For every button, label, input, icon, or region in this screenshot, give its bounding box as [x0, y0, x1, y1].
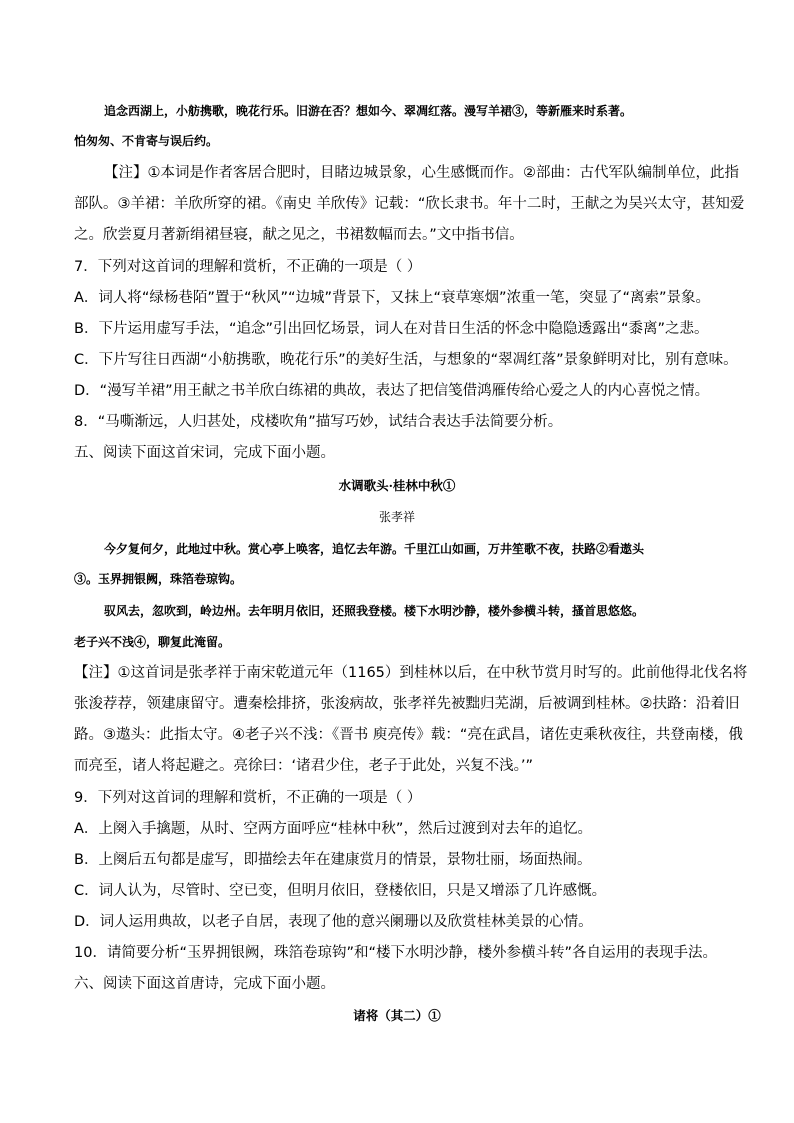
poem2-line: 老子兴不浅④，聊复此淹留。: [74, 635, 231, 649]
choice-c: C．下片写往日西湖“小舫携歌，晚花行乐”的美好生活，与想象的“翠凋红落”景象鲜明对比，别有意味。: [74, 352, 738, 368]
poem-author: 张孝祥: [378, 510, 415, 524]
note-paragraph: 之。欣尝夏月著新绢裙昼寝，献之见之，书裙数幅而去。”文中指书信。: [74, 227, 524, 243]
note-paragraph: 张浚荐荐，领建康留守。遭秦桧排挤，张浚病故，张孝祥先被黜归芜湖，后被调到桂林。②扶路：沿着旧: [74, 696, 740, 712]
choice-b: B．下片运用虚写手法，“追念”引出回忆场景，词人在对昔日生活的怀念中隐隐透露出“黍离”之悲。: [74, 321, 709, 337]
choice-a: A．上阕入手擒题，从时、空两方面呼应“桂林中秋”，然后过渡到对去年的追忆。: [74, 821, 592, 837]
poem-title: 水调歌头·桂林中秋①: [338, 478, 456, 493]
choice-d: D．词人运用典故，以老子自居，表现了他的意兴阑珊以及欣赏桂林美景的心情。: [74, 914, 593, 930]
note-paragraph: 路。③遨头：此指太守。④老子兴不浅：《晋书 庾亮传》载：“亮在武昌，诸佐吏乘秋夜往，共登南楼，俄: [74, 727, 743, 743]
section-heading: 五、阅读下面这首宋词，完成下面小题。: [74, 445, 335, 461]
question-stem: 10．请简要分析“玉界拥银阙，珠箔卷琼钩”和“楼下水明沙静，楼外参横斗转”各自运用的表现手法。: [74, 945, 717, 961]
note-paragraph: 部队。③羊裙：羊欣所穿的裙。《南史 羊欣传》记载：“欣长隶书。年十二时，王献之为吴兴太守，甚知爱: [74, 196, 745, 212]
choice-d: D．“漫写羊裙”用王献之书羊欣白练裙的典故，表达了把信笺借鸿雁传给心爱之人的内心喜悦之情。: [74, 383, 710, 399]
note-paragraph: 【注】①本词是作者客居合肥时，目睹边城景象，心生感慨而作。②部曲：古代军队编制单位，此指: [104, 165, 739, 181]
note-paragraph: 而亮至，诸人将起避之。亮徐曰：‘诸君少住，老子于此处，兴复不浅。’”: [74, 758, 533, 774]
poem2-line: ③。玉界拥银阙，珠箔卷琼钩。: [74, 572, 243, 586]
poem-title: 诸将（其二）①: [353, 1008, 441, 1023]
choice-c: C．词人认为，尽管时、空已变，但明月依旧，登楼依旧，只是又增添了几许感慨。: [74, 883, 607, 899]
poem2-line: 今夕复何夕，此地过中秋。赏心亭上唤客，追忆去年游。千里江山如画，万井笙歌不夜，扶路②看遨头: [104, 542, 645, 556]
poem1-line: 怕匆匆、不肯寄与误后约。: [74, 134, 219, 148]
note-paragraph: 【注】①这首词是张孝祥于南宋乾道元年（1165）到桂林以后，在中秋节赏月时写的。此前他得北伐名将: [74, 665, 748, 681]
poem1-line: 追念西湖上，小舫携歌，晚花行乐。旧游在否？想如今、翠凋红落。漫写羊裙③，等新雁来时系著。: [104, 104, 633, 118]
choice-b: B．上阕后五句都是虚写，即描绘去年在建康赏月的情景，景物壮丽，场面热闹。: [74, 852, 592, 868]
choice-a: A．词人将“绿杨巷陌”置于“秋风”“边城”背景下，又抹上“衰草寒烟”浓重一笔，突显了“离索”景象。: [74, 290, 711, 306]
section-heading: 六、阅读下面这首唐诗，完成下面小题。: [74, 976, 335, 992]
poem2-line: 驭风去，忽吹到，岭边州。去年明月依旧，还照我登楼。楼下水明沙静，楼外参横斗转，搔首思悠悠。: [104, 604, 645, 618]
question-stem: 9．下列对这首词的理解和赏析，不正确的一项是（ ）: [74, 790, 422, 806]
question-stem: 7．下列对这首词的理解和赏析，不正确的一项是（ ）: [74, 259, 422, 275]
question-stem: 8．“马嘶渐远，人归甚处，戍楼吹角”描写巧妙，试结合表达手法简要分析。: [74, 414, 563, 430]
